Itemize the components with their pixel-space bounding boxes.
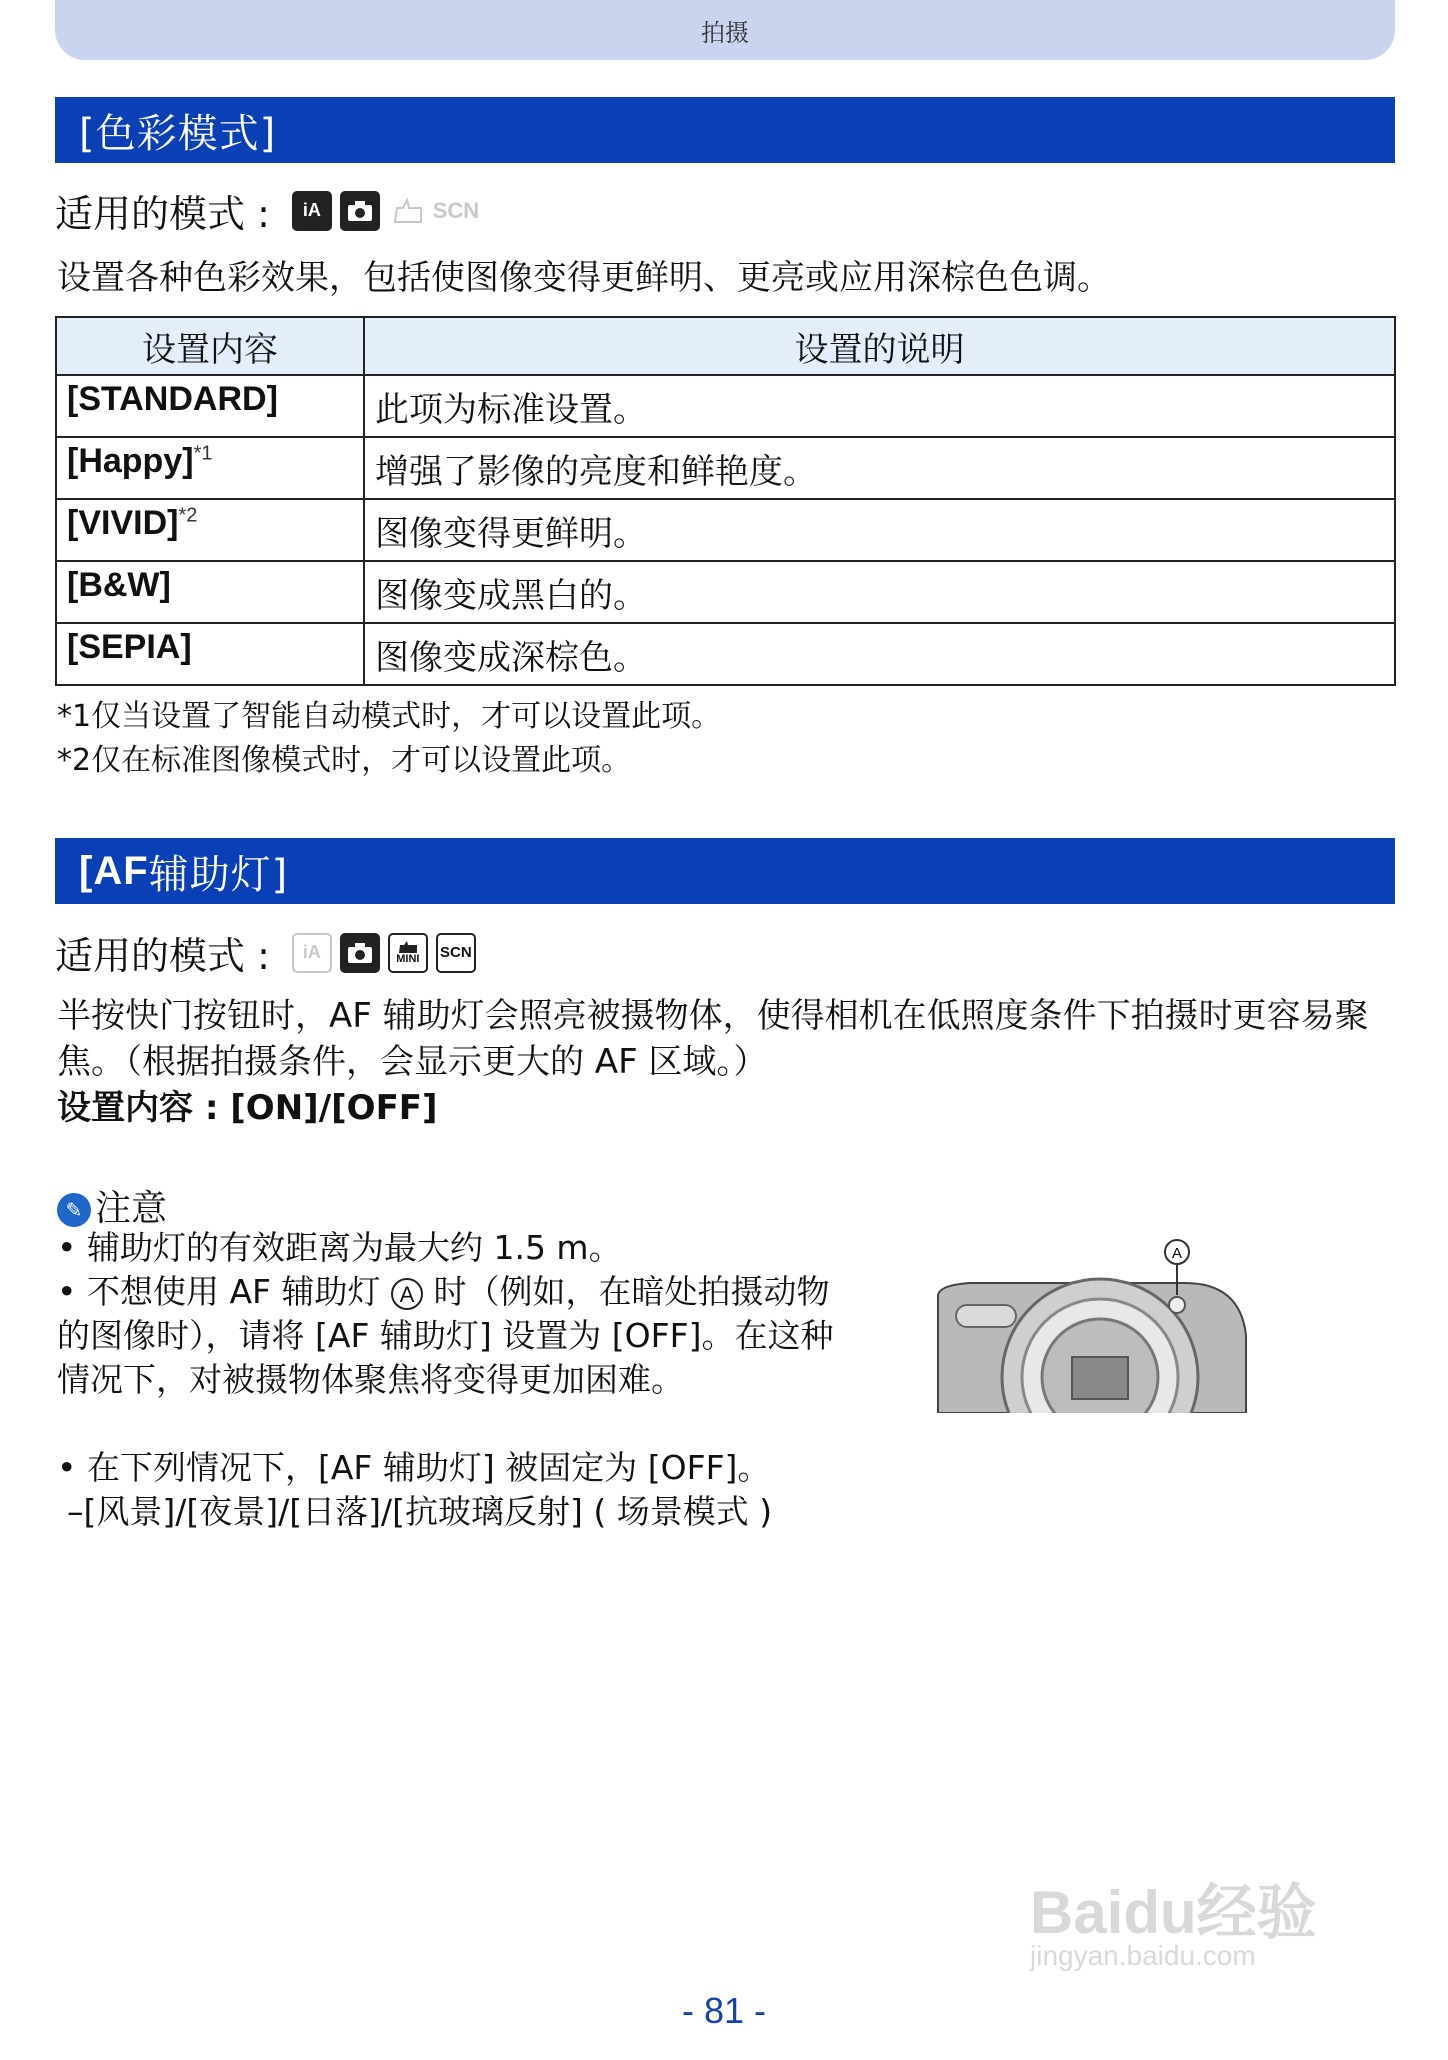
- modes-label: 适用的模式 :: [55, 934, 270, 978]
- table-row: [56, 561, 1395, 623]
- intelligent-auto-mode-icon: iA: [292, 191, 332, 231]
- note-heading: [57, 1180, 167, 1231]
- mini-mode-icon: [388, 191, 428, 231]
- applicable-modes-row: [55, 183, 480, 238]
- table-row: [56, 499, 1395, 561]
- note-title: 注意: [95, 1188, 168, 1229]
- setting-desc: 图像变成深棕色。: [364, 623, 1395, 685]
- intelligent-auto-mode-icon: iA: [292, 933, 332, 973]
- camera-mode-icon: [340, 933, 380, 973]
- setting-desc: 增强了影像的亮度和鲜艳度。: [364, 437, 1395, 499]
- section2-description: 半按快门按钮时，AF 辅助灯会照亮被摄物体，使得相机在低照度条件下拍摄时更容易聚焦。（根据拍摄条件，会显示更大的 AF 区域。）: [57, 996, 1369, 1082]
- setting-key: [Happy]$^{*1}$: [56, 437, 364, 499]
- header-title: 拍摄: [701, 18, 749, 47]
- scene-mode-icon: SCN: [436, 933, 476, 973]
- table-header-cell: 设置的说明: [364, 317, 1395, 375]
- setting-key: [STANDARD]: [56, 375, 364, 437]
- table-row: [56, 437, 1395, 499]
- note-item-2: • 不想使用 AF 辅助灯 A 时（例如，在暗处拍摄动物的图像时），请将 [AF 辅助灯] 设置为 [OFF]。在这种情况下，对被摄物体聚焦将变得更加困难。: [57, 1272, 834, 1399]
- section1-description: 设置各种色彩效果，包括使图像变得更鲜明、更亮或应用深棕色色调。: [57, 258, 1111, 298]
- callout-a-label: A: [1171, 1245, 1183, 1262]
- setting-key: [SEPIA]: [56, 623, 364, 685]
- note-item-3: • 在下列情况下，[AF 辅助灯] 被固定为 [OFF]。: [57, 1448, 771, 1487]
- scene-mode-icon: SCN: [436, 191, 476, 231]
- modes-label: 适用的模式 :: [55, 192, 270, 236]
- footnote-marker: *1: [193, 442, 213, 465]
- mini-mode-icon: MINI: [388, 933, 428, 973]
- note-sub-item: –[风景]/[夜景]/[日落]/[抗玻璃反射] ( 场景模式 ): [67, 1492, 773, 1531]
- section-heading-color-mode: [55, 97, 1395, 163]
- baidu-watermark-logo: Baidu经验: [1030, 1879, 1317, 1946]
- footnote-2: *2仅在标准图像模式时，才可以设置此项。: [57, 743, 632, 778]
- setting-key: [B&W]: [56, 561, 364, 623]
- camera-illustration: [930, 1235, 1250, 1425]
- section-title: [色彩模式]: [79, 110, 277, 157]
- section-title-bold: [AF: [79, 848, 149, 893]
- table-row: [56, 623, 1395, 685]
- table-header-cell: 设置内容: [56, 317, 364, 375]
- footnote-marker: *2: [178, 504, 198, 527]
- camera-mode-icon: [340, 191, 380, 231]
- header-bar: [55, 0, 1395, 60]
- setting-desc: 图像变成黑白的。: [364, 561, 1395, 623]
- table-header-row: [56, 317, 1395, 375]
- setting-desc: 此项为标准设置。: [364, 375, 1395, 437]
- section-title: 辅助灯]: [148, 851, 289, 898]
- note-item-1: • 辅助灯的有效距离为最大约 1.5 m。: [57, 1228, 622, 1267]
- setting-key: [VIVID]$^{*2}$: [56, 499, 364, 561]
- pencil-note-icon: ✎: [57, 1193, 91, 1227]
- baidu-watermark-url: jingyan.baidu.com: [1030, 1940, 1256, 1971]
- footnote-1: *1仅当设置了智能自动模式时，才可以设置此项。: [57, 699, 722, 734]
- settings-line: 设置内容 : [ON]/[OFF]: [57, 1088, 438, 1128]
- table-row: [56, 375, 1395, 437]
- setting-desc: 图像变得更鲜明。: [364, 499, 1395, 561]
- settings-table: [55, 316, 1396, 686]
- section-heading-af-assist-lamp: [55, 838, 1395, 904]
- applicable-modes-row: [55, 925, 476, 980]
- callout-a-icon: A: [391, 1278, 423, 1310]
- page-number: - 81 -: [681, 1990, 767, 2031]
